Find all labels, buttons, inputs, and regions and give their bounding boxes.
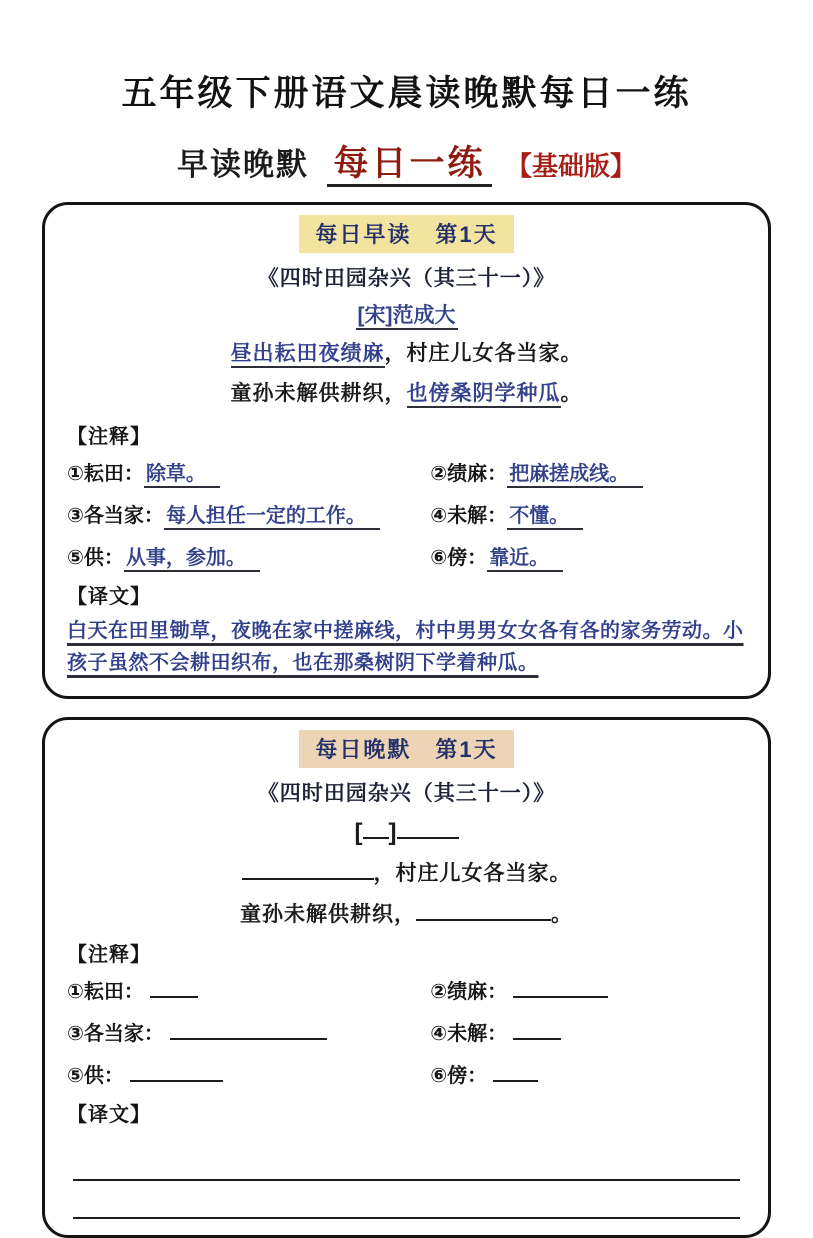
note-blank [150, 979, 198, 998]
subtitle-edition-badge: 【基础版】 [505, 151, 636, 181]
poem-line-2-answer: 也傍桑阴学种瓜 [407, 382, 561, 408]
note-item [430, 457, 746, 486]
morning-header-badge: 每日早读 第1天 [299, 215, 513, 253]
note-item [67, 457, 430, 486]
note-item [430, 499, 746, 528]
note-answer: 把麻搓成线。 [507, 463, 643, 488]
morning-translation-text: 白天在田里锄草，夜晚在家中搓麻线，村中男男女女各有各的家务劳动。小孩子虽然不会耕田织布，也在那桑树阴下学着种瓜。 [67, 619, 744, 675]
note-term: ⑤供： [67, 546, 124, 569]
note-answer: 从事，参加。 [124, 547, 260, 572]
evening-author-fill-line [67, 817, 746, 847]
poem-line-2-prefix: 童孙未解供耕织， [240, 903, 416, 927]
dynasty-blank [363, 817, 389, 840]
translation-write-line-1 [73, 1143, 740, 1181]
evening-header-badge: 每日晚默 第1天 [299, 730, 513, 768]
page-title: 五年级下册语文晨读晚默每日一练 [121, 74, 692, 113]
author-blank [397, 817, 459, 840]
note-term: ⑥傍： [430, 546, 488, 569]
poem-line-1-blank [242, 861, 374, 881]
note-blank [513, 1021, 561, 1040]
evening-translation-label: 【译文】 [67, 1104, 151, 1127]
note-item [430, 1017, 746, 1046]
note-answer: 不懂。 [507, 505, 583, 530]
note-answer: 每人担任一定的工作。 [164, 505, 380, 530]
poem-line-2-blank [416, 902, 551, 922]
note-term: ①耘田： [67, 462, 144, 485]
poem-line-1-rest: ，村庄儿女各当家。 [384, 342, 583, 365]
poem-line-1-answer: 昼出耘田夜绩麻 [231, 342, 385, 368]
note-item [67, 541, 430, 570]
morning-poem-author [67, 299, 746, 329]
poem-line-2-prefix: 童孙未解供耕织， [230, 382, 407, 406]
poem-line-2-suffix: 。 [551, 903, 573, 927]
poem-line-2 [67, 379, 746, 409]
subtitle-highlight: 每日一练 [327, 144, 491, 187]
morning-poem-title: 《四时田园杂兴（其三十一）》 [257, 267, 556, 290]
note-term: ③各当家： [67, 1023, 164, 1046]
note-term: ⑥傍： [430, 1065, 488, 1088]
author-text: [宋]范成大 [356, 304, 458, 330]
note-blank [170, 1021, 327, 1040]
note-term: ④未解： [430, 1023, 508, 1046]
morning-notes-grid [67, 457, 746, 570]
note-term: ②绩麻： [430, 462, 508, 485]
note-item [430, 975, 746, 1004]
note-item [67, 1059, 430, 1088]
morning-notes-label: 【注释】 [67, 425, 151, 448]
evening-poem-line-2 [67, 898, 746, 928]
bracket-close: ] [388, 818, 397, 846]
evening-notes-label: 【注释】 [67, 944, 151, 967]
note-item [430, 1059, 746, 1088]
note-answer: 除草。 [144, 463, 220, 488]
note-term: ④未解： [430, 504, 508, 527]
note-term: ③各当家： [67, 504, 164, 527]
note-term: ②绩麻： [430, 981, 508, 1004]
poem-line-2-suffix: 。 [560, 382, 583, 406]
note-item [430, 541, 746, 570]
evening-poem-line-1 [67, 857, 746, 887]
note-blank [513, 979, 608, 998]
poem-line-1 [67, 339, 746, 369]
evening-notes-grid [67, 975, 746, 1088]
note-term: ⑤供： [67, 1065, 124, 1088]
poem-line-1-rest: ，村庄儿女各当家。 [373, 862, 572, 886]
note-item [67, 499, 430, 528]
note-item [67, 975, 430, 1004]
evening-poem-title: 《四时田园杂兴（其三十一）》 [257, 781, 556, 805]
note-item [67, 1017, 430, 1046]
morning-translation-label: 【译文】 [67, 585, 151, 608]
evening-recitation-card [42, 717, 771, 1238]
translation-write-line-2 [73, 1181, 740, 1219]
note-term: ①耘田： [67, 981, 144, 1004]
morning-reading-card [42, 202, 771, 699]
note-blank [493, 1063, 538, 1082]
subtitle-prefix: 早读晚默 [177, 147, 310, 182]
note-blank [130, 1063, 223, 1082]
note-answer: 靠近。 [487, 547, 563, 572]
bracket-open: [ [354, 818, 363, 846]
subtitle [0, 136, 813, 186]
